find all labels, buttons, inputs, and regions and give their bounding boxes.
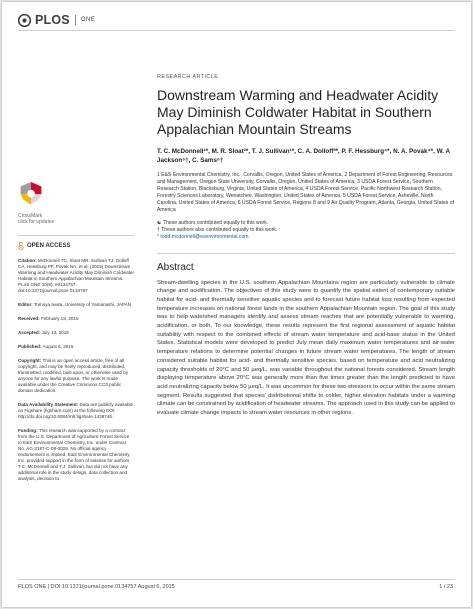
crossmark-label[interactable]: CrossMark [18, 213, 43, 219]
journal-header [18, 13, 95, 27]
footer-divider [18, 579, 455, 580]
data-availability-block: Data Availability Statement: Data are publicly available on Figshare (figshare.com) at the following DOI: http://dx.doi.org/10.6084/m9.figshare.1428746. [18, 401, 134, 419]
received-block: Received: February 19, 2015 [18, 315, 79, 321]
copyright-block: Copyright: This is an open access article, free of all copyright, and may be freely reproduced, distributed, transmitted, modified, built upon, or otherwise used by anyone for any lawful purpose. The work is made available under the Creative Commons CC0 public domain dedication. [18, 357, 129, 393]
journal-brand: PLOS [35, 13, 70, 27]
crossmark-sub: click for updates [18, 219, 55, 225]
footer-citation: PLOS ONE | DOI:10.1371/journal.pone.0134757 August 6, 2015 [18, 584, 175, 590]
equal-contribution-note: ☯ These authors contributed equally to this work. [157, 220, 269, 226]
accepted-block: Accepted: July 13, 2015 [18, 329, 69, 335]
affiliations: 1 E&S Environmental Chemistry, Inc., Corvallis, Oregon, United States of America, 2 Department of Forest Engineering, Resources and Management, Oregon State University, Corvallis, Oregon, United States of America, 3 USDA Forest Service, Southern Research Station, Blacksburg, Virginia, United States of America, 4 USDA Forest Service, Pacific Northwest Research Station, Forestry Sciences Laboratory, Wenatchee, Washington, United States of America, 5 USDA Forest Service, Asheville, North Carolina, United States of America, 6 USDA Forest Service, Regions 8 and 9 Air Quality Program, Atlanta, Georgia, United States of America [157, 172, 454, 213]
published-block: Published: August 6, 2015 [18, 343, 74, 349]
also-contribution-note: † These authors also contributed equally to this work. [157, 227, 278, 233]
citation-block: Citation: McDonnell TC, Sloat MR, Sullivan TJ, Dolloff CA, Hessburg PF, Povak NA, et al. (2015) Downstream Warming and Headwater Acidity May Diminish Coldwater Habitat in Southern Appalachian Mountain Streams. PLoS ONE 10(8): e0134757. doi:10.1371/journal.pone.0134757 [18, 257, 134, 293]
open-access-label: OPEN ACCESS [27, 242, 71, 249]
abstract-heading: Abstract [157, 261, 194, 273]
logo-divider [75, 15, 76, 25]
article-page [2, 2, 471, 607]
sidebar-divider [18, 235, 134, 236]
page-number: 1 / 23 [439, 584, 453, 590]
corresponding-email[interactable]: * todd.mcdonnell@esenvironmental.com [157, 234, 249, 240]
author-list: T. C. McDonnell¹*, M. R. Sloat²*, T. J. Sullivan¹*, C. A. Dolloff³*, P. F. Hessburg⁴*, N. A. Povak⁴*, W. A Jackson⁵†, C. Sams⁶† [157, 148, 450, 164]
article-main [157, 74, 455, 418]
open-lock-icon [18, 242, 24, 250]
plos-logo-icon [18, 14, 31, 27]
header-divider [18, 30, 455, 31]
editor-block: Editor: Tomoya Iwata, University of Yamanashi, JAPAN [18, 301, 132, 307]
funding-block: Funding: This research was supported by a contract from the U.S. Department of Agriculture Forest Service to E&S Environmental Chemistry, Inc. under Contract No. AG-3187-C-09-0029. No official agency endorsement is implied. E&S Environmental Chemistry, Inc. provided support in the form of salaries for authors T.C. McDonnell and T.J. Sullivan, but did not have any additional role in the study design, data collection and analysis, decision to [18, 427, 131, 481]
article-title: Downstream Warming and Headwater Acidity May Diminish Coldwater Habitat in Southern Appalachian Mountain Streams [157, 87, 439, 137]
abstract-divider [157, 253, 455, 254]
article-type: RESEARCH ARTICLE [157, 74, 219, 80]
abstract-text: Stream-dwelling species in the U.S. southern Appalachian Mountains region are particularly vulnerable to climate change and acidification. The objectives of this study were to quantify the spatial extent of contemporary suitable habitat for acid- and thermally sensitive aquatic species and to forecast future habitat loss resulting from expected temperature increases on national forest lands in the southern Appalachian Mountain region. The goal of this study was to help watershed managers identify and assess stream reaches that are potentially vulnerable to warming, acidification, or both. To our knowledge, these results represent the first regional assessment of aquatic habitat suitability with respect to the combined effects of stream water temperature and acid-base status in the United States. Statistical models were developed to predict July mean daily maximum water temperatures and air-water temperature relations to determine potential changes in future stream water temperatures. The length of stream considered suitable habitat for acid- and thermally sensitive species, based on temperature and acid neutralizing capacity thresholds of 20°C and 50 µeq/L, was variable throughout the national forests considered. Stream length displaying temperature above 20°C was generally more than five times greater than the length predicted to have acid neutralizing capacity below 50 µeq/L. It was uncommon for these two stressors to occur within the same stream segment. Results suggested that species' distributional shifts to colder, higher elevation habitats under a warming climate can be constrained by acidification of headwater streams. The approach used in this study can be applied to evaluate climate change impacts to stream water resources in other regions. [157, 279, 455, 417]
author-notes [157, 220, 455, 241]
open-access-badge [18, 242, 134, 250]
article-sidebar [18, 180, 134, 490]
journal-sub: ONE [80, 17, 96, 23]
crossmark-icon[interactable] [18, 180, 44, 206]
